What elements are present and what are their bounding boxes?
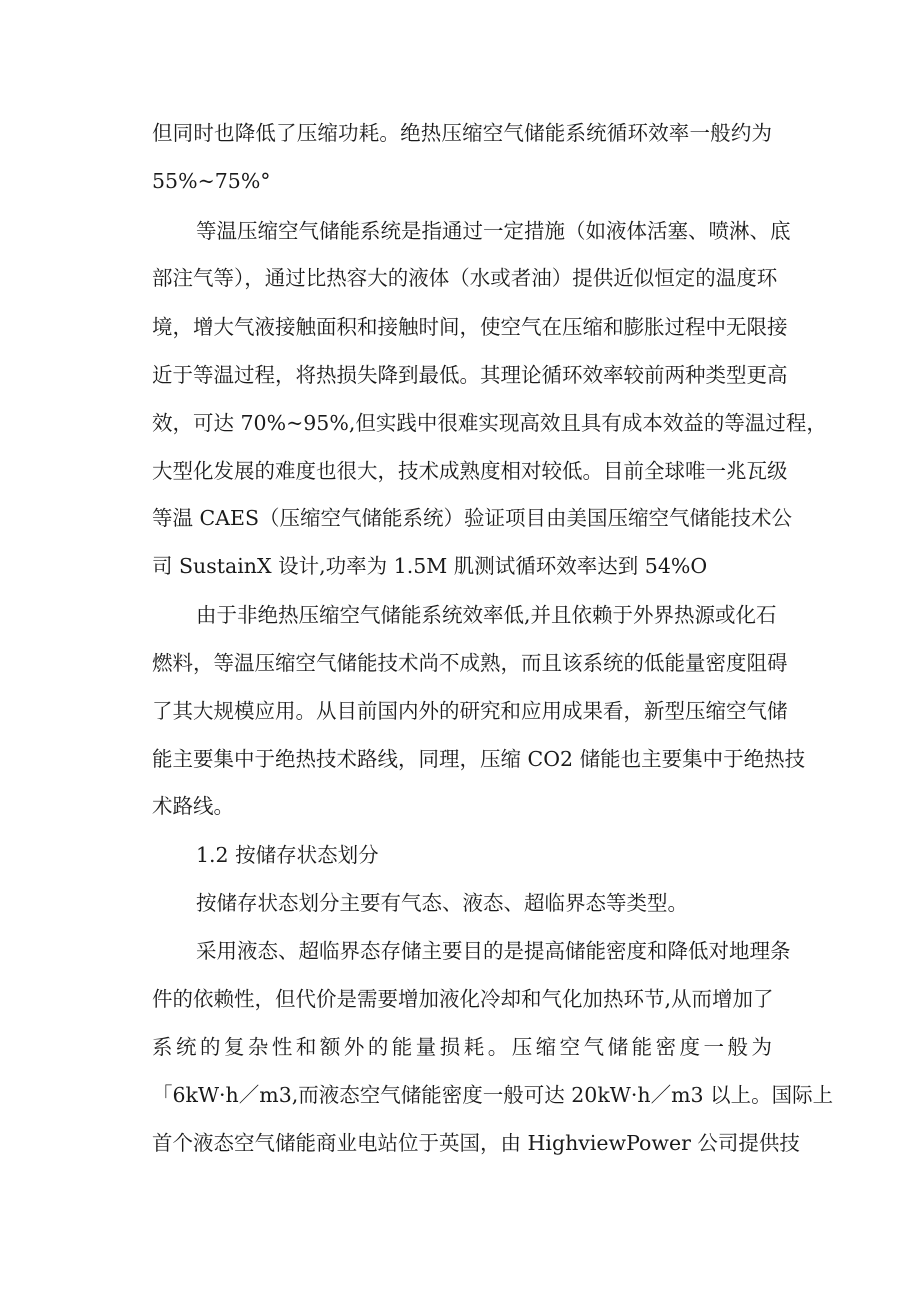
paragraph-line: 司 SustainX 设计,功率为 1.5M 肌测试循环效率达到 54%O bbox=[152, 554, 708, 578]
paragraph-line: 按储存状态划分主要有气态、液态、超临界态等类型。 bbox=[196, 891, 688, 915]
paragraph-line: 部注气等），通过比热容大的液体（水或者油）提供近似恒定的温度环 bbox=[152, 266, 778, 290]
paragraph-line: 近于等温过程，将热损失降到最低。其理论循环效率较前两种类型更高 bbox=[152, 363, 788, 387]
paragraph-line: 境，增大气液接触面积和接触时间，使空气在压缩和膨胀过程中无限接 bbox=[152, 315, 788, 339]
paragraph-line: 系统的复杂性和额外的能量损耗。压缩空气储能密度一般为 bbox=[152, 1035, 772, 1059]
paragraph-line: 大型化发展的难度也很大，技术成熟度相对较低。目前全球唯一兆瓦级 bbox=[152, 459, 788, 483]
paragraph-line: 了其大规模应用。从目前国内外的研究和应用成果看，新型压缩空气储 bbox=[152, 699, 788, 723]
paragraph-line: 等温压缩空气储能系统是指通过一定措施（如液体活塞、喷淋、底 bbox=[196, 219, 791, 243]
paragraph-line: 效，可达 70%~95%,但实践中很难实现高效且具有成本效益的等温过程， bbox=[152, 411, 827, 435]
paragraph-line: 等温 CAES（压缩空气储能系统）验证项目由美国压缩空气储能技术公 bbox=[152, 506, 793, 530]
paragraph-line: 术路线。 bbox=[152, 794, 234, 818]
paragraph-line: 燃料，等温压缩空气储能技术尚不成熟，而且该系统的低能量密度阻碍 bbox=[152, 651, 788, 675]
paragraph-line: 由于非绝热压缩空气储能系统效率低,并且依赖于外界热源或化石 bbox=[196, 603, 777, 627]
section-heading: 1.2 按储存状态划分 bbox=[196, 843, 379, 867]
paragraph-line: 能主要集中于绝热技术路线，同理，压缩 CO2 储能也主要集中于绝热技 bbox=[152, 747, 806, 771]
paragraph-line: 「6kW·h／m3,而液态空气储能密度一般可达 20kW·h／m3 以上。国际上 bbox=[152, 1083, 834, 1107]
paragraph-line: 件的依赖性，但代价是需要增加液化冷却和气化加热环节,从而增加了 bbox=[152, 987, 774, 1011]
paragraph-line: 55%~75%° bbox=[152, 169, 271, 193]
paragraph-line: 首个液态空气储能商业电站位于英国，由 HighviewPower 公司提供技 bbox=[152, 1131, 800, 1155]
paragraph-line: 采用液态、超临界态存储主要目的是提高储能密度和降低对地理条 bbox=[196, 939, 791, 963]
paragraph-line: 但同时也降低了压缩功耗。绝热压缩空气储能系统循环效率一般约为 bbox=[152, 121, 772, 145]
